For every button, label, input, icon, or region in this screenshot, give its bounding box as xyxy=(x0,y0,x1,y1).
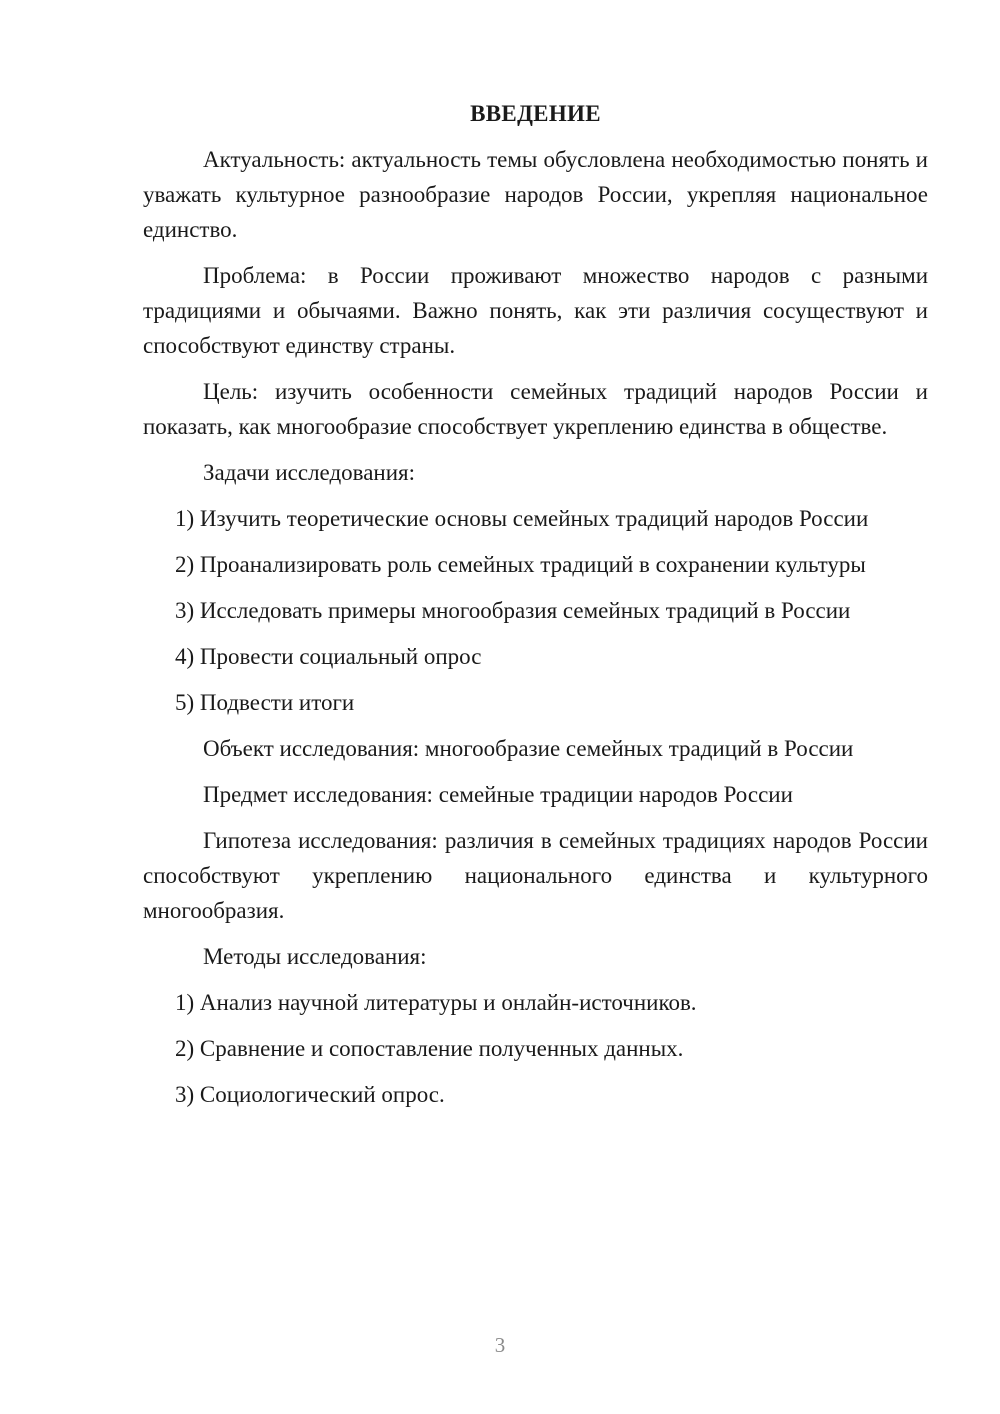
list-item: 1) Анализ научной литературы и онлайн-источников. xyxy=(175,990,697,1015)
list-item: 2) Проанализировать роль семейных традиций в сохранении культуры xyxy=(175,552,866,577)
list-item: 3) Социологический опрос. xyxy=(175,1082,445,1107)
methods-list xyxy=(143,985,928,1112)
page-number: 3 xyxy=(494,1333,506,1357)
relevance-paragraph: Актуальность: актуальность темы обусловлена необходимостью понять и уважать культурное разнообразие народов России, укрепляя национальное единство. xyxy=(143,147,928,242)
goal-paragraph: Цель: изучить особенности семейных традиций народов России и показать, как многообразие способствует укреплению единства в обществе. xyxy=(143,379,928,439)
list-item: 5) Подвести итоги xyxy=(175,690,355,715)
problem-paragraph: Проблема: в России проживают множество народов с разными традициями и обычаями. Важно понять, как эти различия сосуществуют и способствуют единству страны. xyxy=(143,263,928,358)
tasks-heading: Задачи исследования: xyxy=(203,460,416,485)
hypothesis-paragraph: Гипотеза исследования: различия в семейных традициях народов России способствуют укреплению национального единства и культурного многообразия. xyxy=(143,828,928,923)
tasks-list xyxy=(143,501,928,720)
list-item: 2) Сравнение и сопоставление полученных данных. xyxy=(175,1036,684,1061)
subject-line: Предмет исследования: семейные традиции народов России xyxy=(203,782,793,807)
methods-heading: Методы исследования: xyxy=(203,944,427,969)
object-line: Объект исследования: многообразие семейных традиций в России xyxy=(203,736,854,761)
page-title: ВВЕДЕНИЕ xyxy=(470,101,601,126)
list-item: 3) Исследовать примеры многообразия семейных традиций в России xyxy=(175,598,851,623)
list-item: 4) Провести социальный опрос xyxy=(175,644,482,669)
page-content xyxy=(143,96,928,1123)
list-item: 1) Изучить теоретические основы семейных традиций народов России xyxy=(175,506,869,531)
